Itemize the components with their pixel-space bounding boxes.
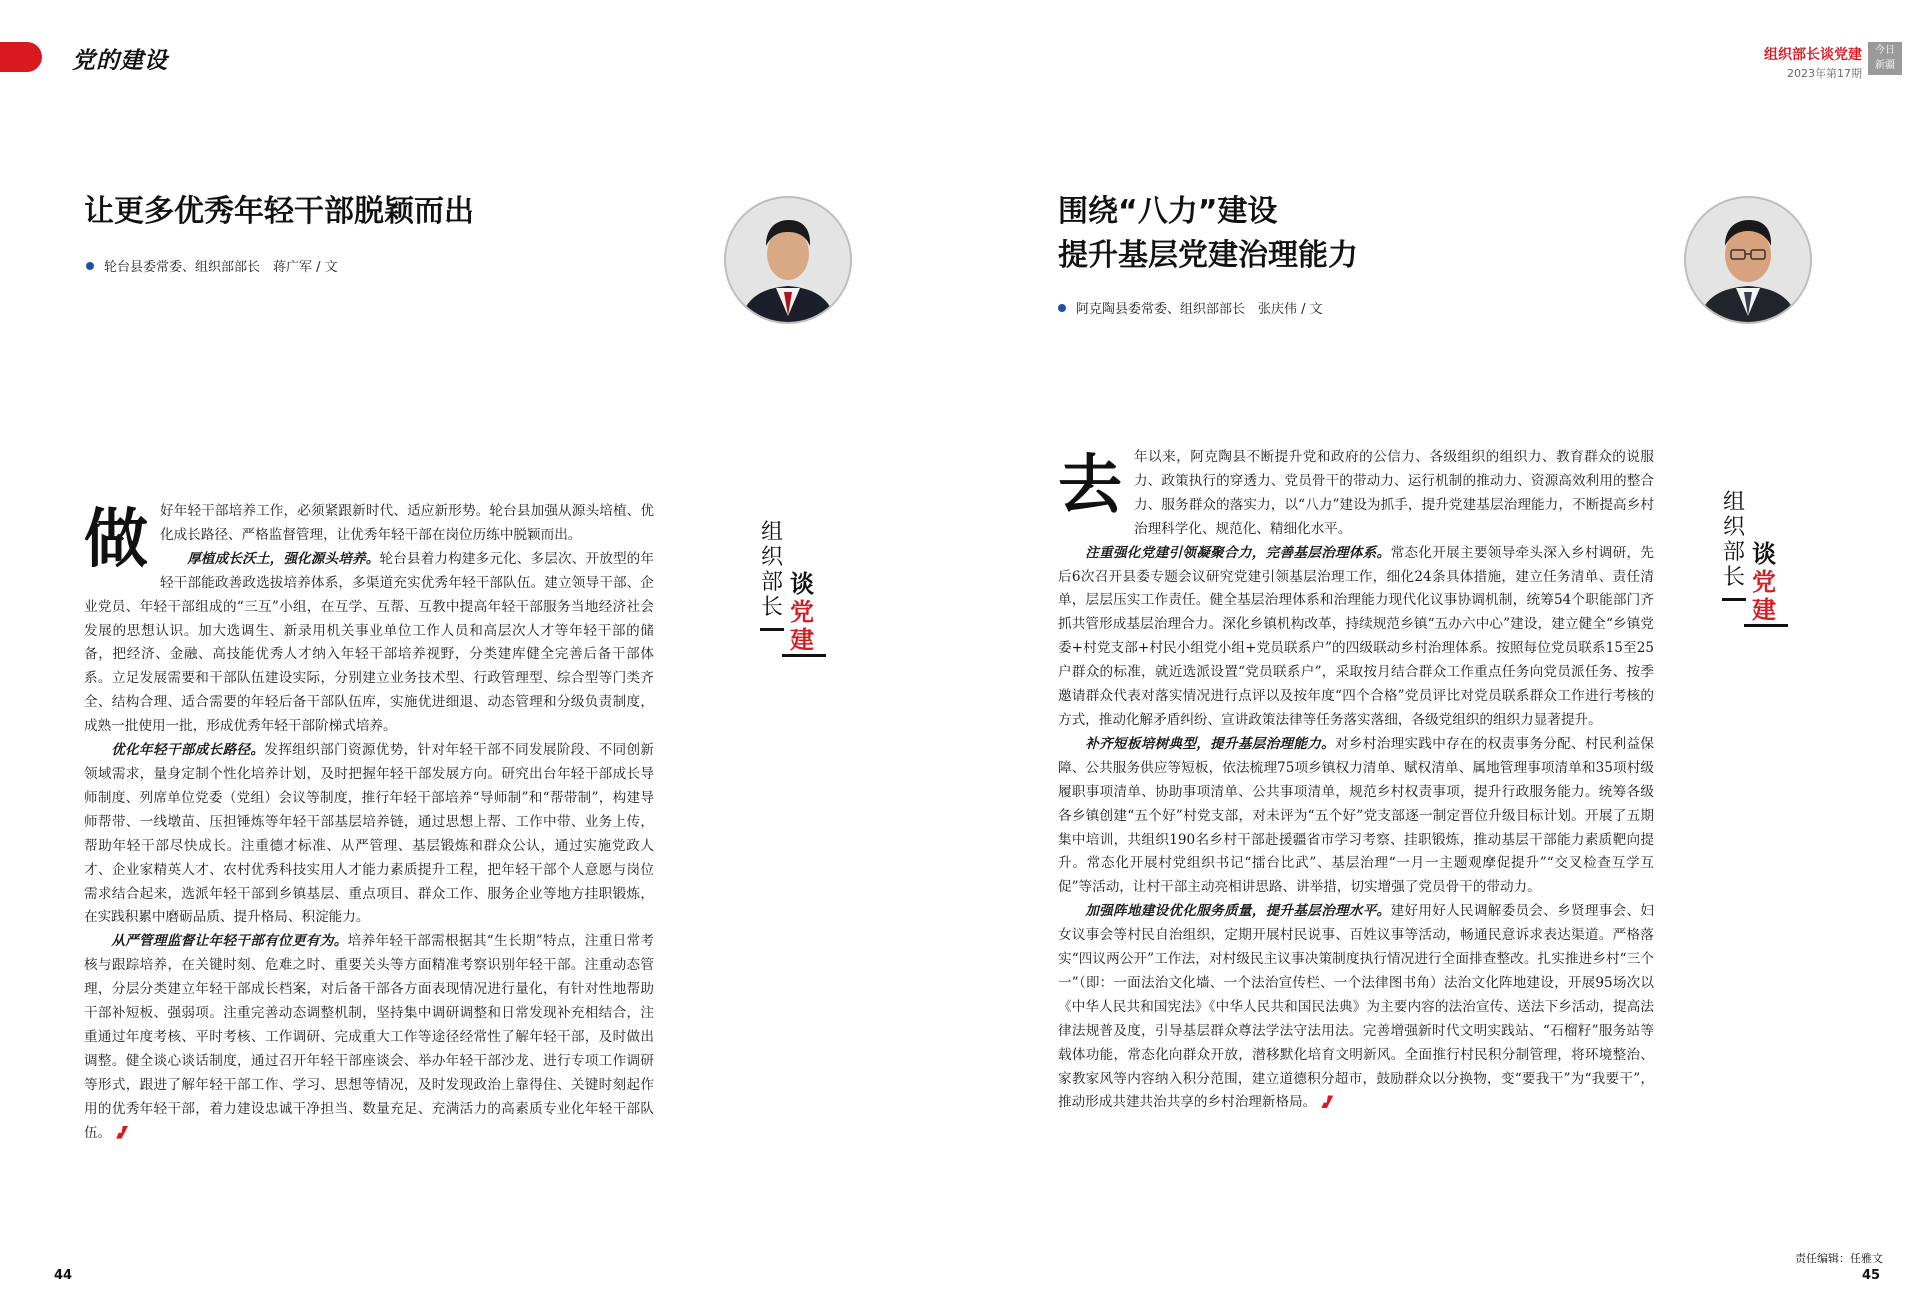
left-author-portrait [724,196,852,324]
stamp-rule [1722,598,1746,601]
right-intro-text: 年以来，阿克陶县不断提升党和政府的公信力、各级组织的组织力、教育群众的说服力、政策执行的穿透力、党员骨干的带动力、运行机制的推动力、资源高效利用的整合力、服务群众的落实力，以“八力”建设为抓手，提升党建基层治理能力，不断提高乡村治理科学化、规范化、精细化水平。 [1134,449,1654,537]
stamp-label-bottom [788,570,816,654]
section-title: 党的建设 [72,47,168,74]
section-tab-marker [0,42,42,72]
right-p1-heading: 注重强化党建引领凝聚合力，完善基层治理体系。 [1085,544,1391,561]
left-article-body [84,500,654,1145]
right-p2-body: 对乡村治理实践中存在的权责事务分配、村民利益保障、公共服务供应等短板，依法梳理75项乡镇权力清单、赋权清单、属地管理事项清单和35项村级履职事项清单、协助事项清单、公共事项清单，规范乡村权责事项，提升行政服务能力。统筹各级各乡镇创建“五个好”村党支部，对未评为“五个好”党支部逐一制定晋位升级目标计划。开展了五期集中培训，共组织190名乡村干部赴援疆省市学习考察、挂职锻炼，推动基层干部能力素质靶向提升。常态化开展村党组织书记“擂台比武”、基层治理“一月一主题观摩促提升”“交叉检查互学互促”等活动，让村干部主动亮相讲思路、讲举措，切实增强了党员骨干的带动力。 [1058,735,1655,896]
stamp-label-black: 谈 [1752,540,1776,568]
brand-issue: 2023年第17期 [1787,67,1862,80]
brand-logo-box [1868,42,1902,75]
right-p2-heading: 补齐短板培树典型，提升基层治理能力。 [1085,735,1336,752]
byline-dot-icon [86,262,94,270]
left-p1-body: 轮台县着力构建多元化、多层次、开放型的年轻干部能政善政选拔培养体系，多渠道充实优秀年轻干部队伍。建立领导干部、企业党员、年轻干部组成的“三互”小组，在互学、互帮、互教中提高年轻干部服务当地经济社会发展的思想认识。加大选调生、新录用机关事业单位工作人员和高层次人才等年轻干部的储备，把经济、金融、高技能优秀人才纳入年轻干部培养视野，分类建库健全完善后备干部体系。立足发展需要和干部队伍建设实际，分别建立业务技术型、行政管理型、综合型等门类齐全、结构合理、适合需要的年轻后备干部队伍库，实施优进细退、动态管理和分级负责制度，成熟一批使用一批，形成优秀年轻干部阶梯式培养。 [84,550,655,735]
end-mark-icon [1321,1095,1333,1108]
stamp-label-red: 党建 [790,598,814,654]
stamp-label-top: 组织部长 [760,520,783,620]
left-p2-body: 发挥组织部门资源优势，针对年轻干部不同发展阶段、不同创新领域需求，量身定制个性化培养计划，及时把握年轻干部发展方向。研究出台年轻干部成长导师制度、列席单位党委（党组）会议等制度，推行年轻干部培养“导师制”和“帮带制”，构建导师帮带、一线墩苗、压担锤炼等年轻干部基层培养链，通过思想上帮、工作中带、业务上传，帮助年轻干部尽快成长。注重德才标准、从严管理、基层锻炼和群众公认，通过实施党政人才、企业家精英人才、农村优秀科技实用人才能力素质提升工程，把年轻干部个人意愿与岗位需求结合起来，选派年轻干部到乡镇基层、重点项目、群众工作、服务企业等地方挂职锻炼，在实践积累中磨砺品质、提升格局、积淀能力。 [84,742,655,926]
end-mark-icon [116,1126,128,1139]
right-title-line-1: 围绕“八力”建设 [1058,194,1278,229]
stamp-rule [760,628,784,631]
left-byline-text: 轮台县委常委、组织部部长 蒋广军 / 文 [104,260,338,275]
right-p1-body: 常态化开展主要领导牵头深入乡村调研，先后6次召开县委专题会议研究党建引领基层治理工作，细化24条具体措施，建立任务清单、责任清单，层层压实工作责任。健全基层治理体系和治理能力现代化议事协调机制，统筹54个职能部门齐抓共管形成基层治理合力。深化乡镇机构改革，持续规范乡镇“五办六中心”建设，建立健全“乡镇党委+村党支部+村民小组党小组+党员联系户”的四级联动乡村治理体系。按照每位党员联系15至25户群众的标准，就近选派设置“党员联系户”，采取按月结合群众工作重点任务向党员派任务、按季邀请群众代表对落实情况进行点评以及按年度“四个合格”党员评比对党员联系群众工作进行考核的方式，推动化解矛盾纠纷、宣讲政策法律等任务落实落细，各级党组织的组织力显著提升。 [1058,544,1655,728]
right-byline-text: 阿克陶县委常委、组织部部长 张庆伟 / 文 [1076,302,1323,317]
right-dropcap: 去 [1058,448,1122,523]
stamp-rule [782,654,826,657]
left-dropcap: 做 [84,502,148,577]
right-p3-body: 建好用好人民调解委员会、乡贤理事会、妇女议事会等村民自治组织，定期开展村民说事、百姓议事等活动，畅通民意诉求表达渠道。严格落实“四议两公开”工作法，对村级民主议事决策制度执行情况进行全面排查整改。扎实推进乡村“三个一”（即：一面法治文化墙、一个法治宣传栏、一个法律图书角）法治文化阵地建设，开展95场次以《中华人民共和国宪法》《中华人民共和国民法典》为主要内容的法治宣传、送法下乡活动，提高法律法规普及度，引导基层群众尊法学法守法用法。完善增强新时代文明实践站、“石榴籽”服务站等载体功能，常态化向群众开放，潜移默化培育文明新风。全面推行村民积分制管理，将环境整治、家教家风等内容纳入积分范围，建立道德积分超市，鼓励群众以分换物，变“要我干”为“我要干”，推动形成共建共治共享的乡村治理新格局。 [1058,903,1655,1111]
left-page-number: 44 [54,1268,73,1283]
right-article-title [1058,190,1358,278]
stamp-rule [1744,624,1788,627]
left-intro-text: 好年轻干部培养工作，必须紧跟新时代、适应新形势。轮台县加强从源头培植、优化成长路径、严格监督管理，让优秀年轻干部在岗位历练中脱颖而出。 [160,503,654,543]
stamp-label-bottom [1750,540,1778,624]
right-article-body [1058,446,1654,1115]
portrait-man-icon [1686,198,1810,322]
right-p3-heading: 加强阵地建设优化服务质量，提升基层治理水平。 [1085,903,1391,920]
stamp-label-black: 谈 [790,570,814,598]
left-p2-heading: 优化年轻干部成长路径。 [111,742,265,759]
right-column-stamp [1722,490,1842,680]
right-page-number: 45 [1862,1268,1881,1283]
magazine-brand [1764,44,1862,81]
left-paragraph [84,548,654,739]
left-article-title: 让更多优秀年轻干部脱颖而出 [84,194,474,229]
left-byline [86,256,338,275]
right-intro-paragraph [1058,446,1654,542]
right-paragraph [1058,542,1654,733]
brand-logo-line-1: 今日 [1875,45,1895,56]
brand-logo-line-2: 新疆 [1875,60,1895,71]
right-paragraph [1058,733,1654,900]
right-title-line-2: 提升基层党建治理能力 [1058,238,1358,273]
right-author-portrait [1684,196,1812,324]
left-column-stamp [760,520,880,710]
left-paragraph [84,739,654,930]
stamp-label-top: 组织部长 [1722,490,1745,590]
stamp-label-red: 党建 [1752,568,1776,624]
left-p3-heading: 从严管理监督让年轻干部有位更有为。 [111,933,348,950]
left-p3-body: 培养年轻干部需根据其“生长期”特点，注重日常考核与跟踪培养，在关键时刻、危难之时、重要关头等方面精准考察识别年轻干部。注重动态管理，分层分类建立年轻干部成长档案，对后备干部各方面表现情况进行量化，有针对性地帮助干部补短板、强弱项。注重完善动态调整机制，坚持集中调研调整和日常发现补充相结合，注重通过年度考核、平时考核、工作调研、完成重大工作等途径经常性了解年轻干部，及时做出调整。健全谈心谈话制度，通过召开年轻干部座谈会、举办年轻干部沙龙、进行专项工作调研等形式，跟进了解年轻干部工作、学习、思想等情况，及时发现政治上靠得住、关键时刻起作用的优秀年轻干部，着力建设忠诚干净担当、数量充足、充满活力的高素质专业化年轻干部队伍。 [84,933,655,1141]
portrait-man-icon [726,198,850,322]
byline-dot-icon [1058,304,1066,312]
left-p1-heading: 厚植成长沃土，强化源头培养。 [187,550,380,567]
left-paragraph [84,930,654,1145]
right-byline [1058,298,1323,317]
right-paragraph [1058,900,1654,1115]
brand-title: 组织部长谈党建 [1764,47,1862,63]
editor-credit: 责任编辑：任雅文 [1795,1252,1883,1265]
